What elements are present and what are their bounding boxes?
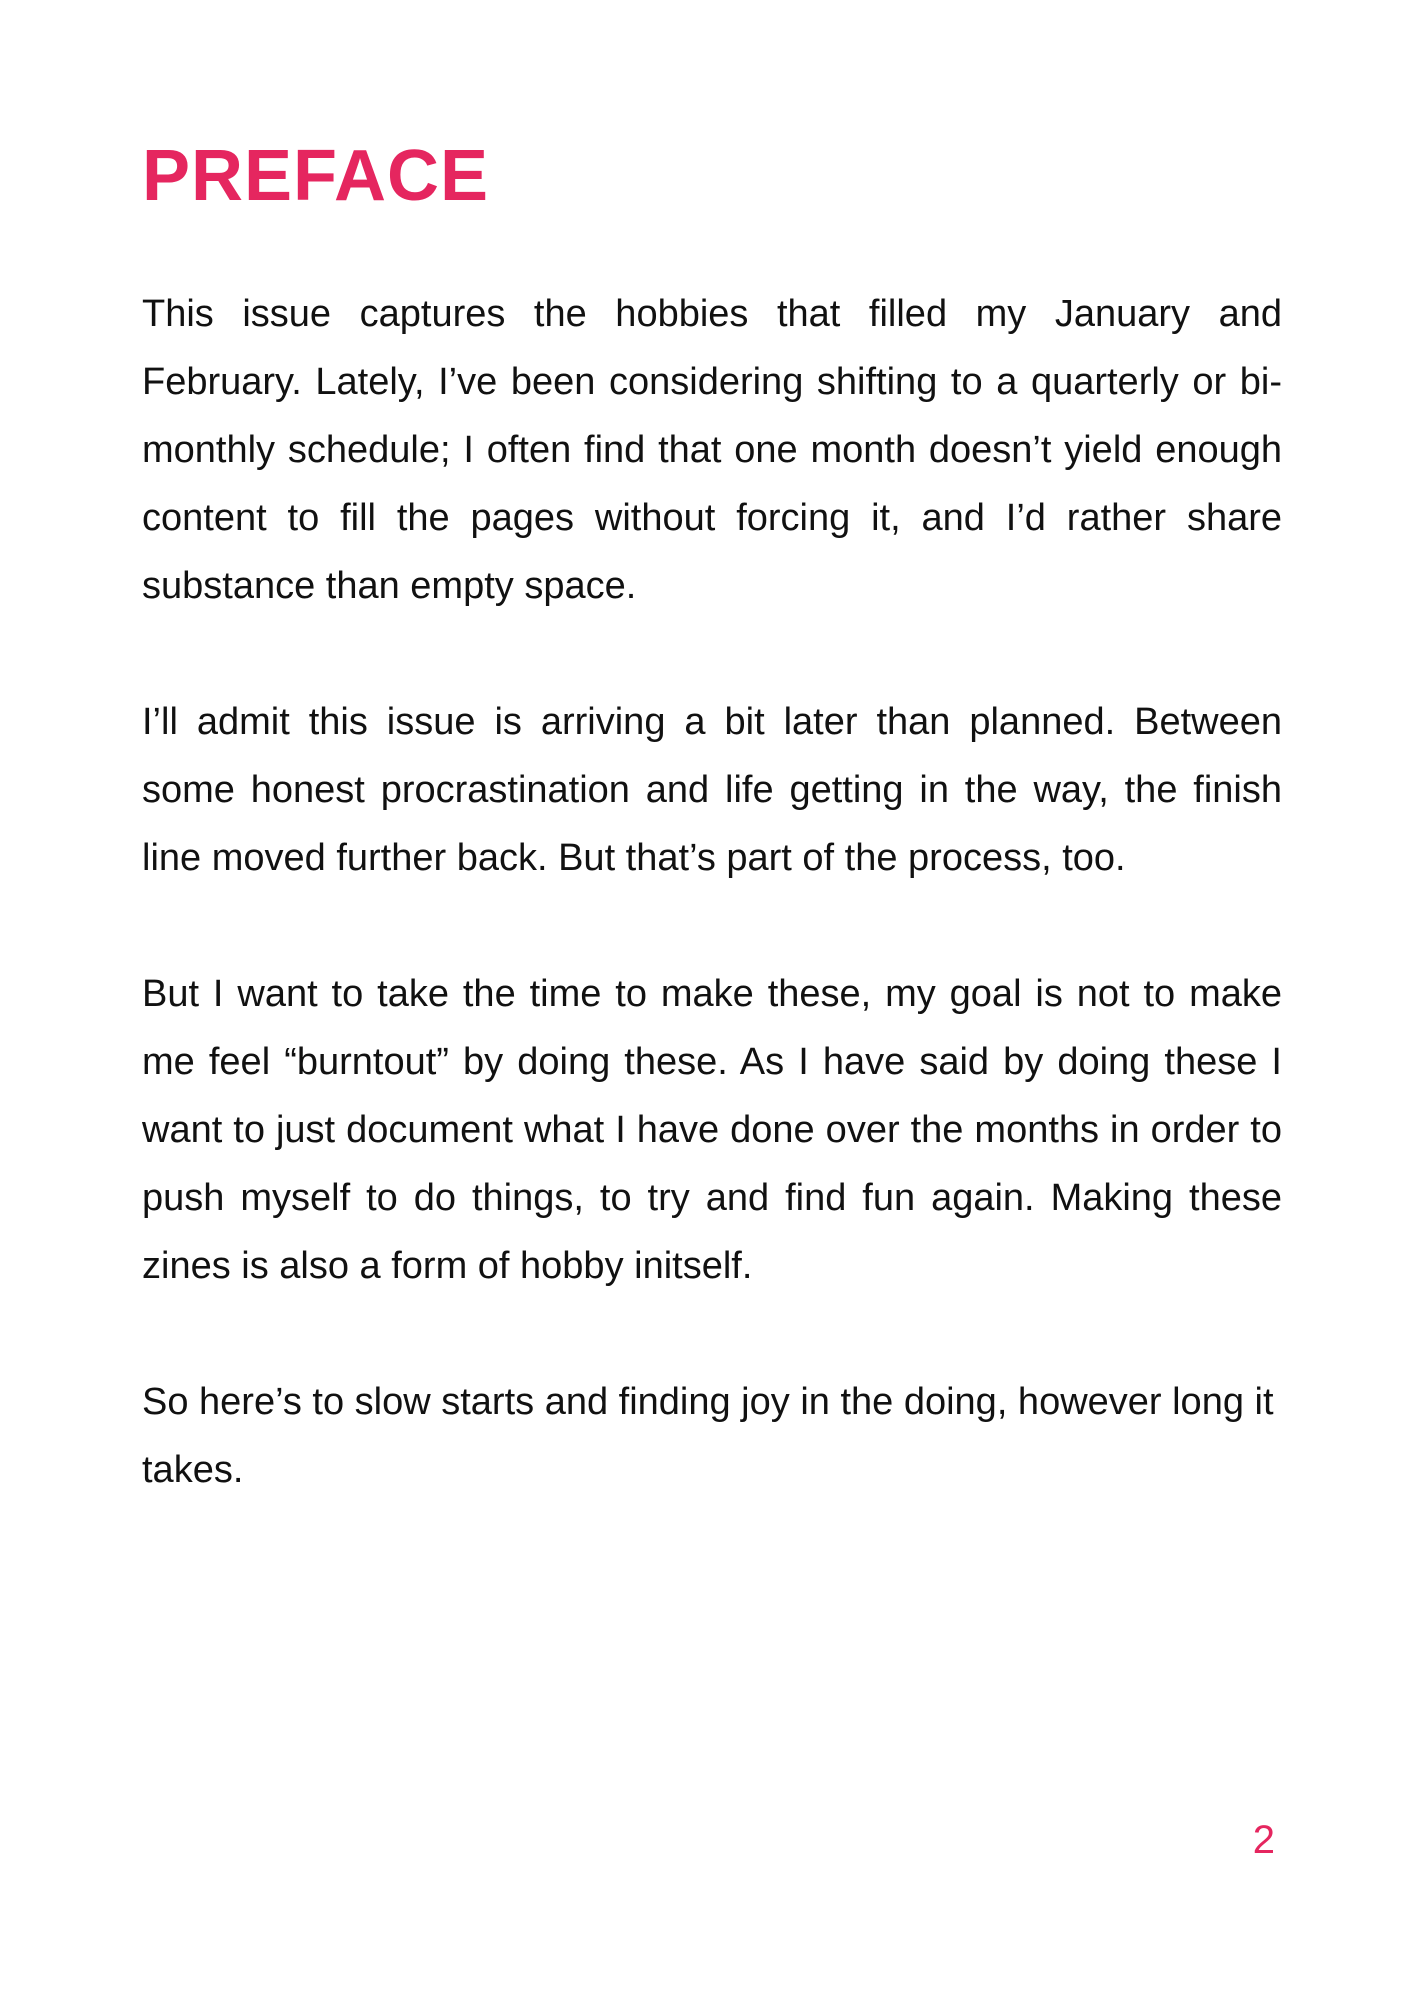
paragraph-1: This issue captures the hobbies that filled my January and February. Lately, I’ve been considering shifting to a quarterly or bi-monthly schedule; I often find that one month doesn’t yield enough content to fill the pages without forcing it, and I’d rather share substance than empty space. [142, 293, 1282, 607]
preface-body [142, 280, 1282, 1572]
page-title: PREFACE [142, 136, 490, 216]
paragraph-3: But I want to take the time to make these, my goal is not to make me feel “burntout” by doing these. As I have said by doing these I want to just document what I have done over the months in order to push myself to do things, to try and find fun again. Making these zines is also a form of hobby initself. [142, 973, 1282, 1287]
paragraph-2: I’ll admit this issue is arriving a bit later than planned. Between some honest procrastination and life getting in the way, the finish line moved further back. But that’s part of the process, too. [142, 701, 1282, 879]
paragraph-4: So here’s to slow starts and finding joy in the doing, however long it takes. [142, 1381, 1274, 1491]
page-number: 2 [1252, 1818, 1275, 1862]
